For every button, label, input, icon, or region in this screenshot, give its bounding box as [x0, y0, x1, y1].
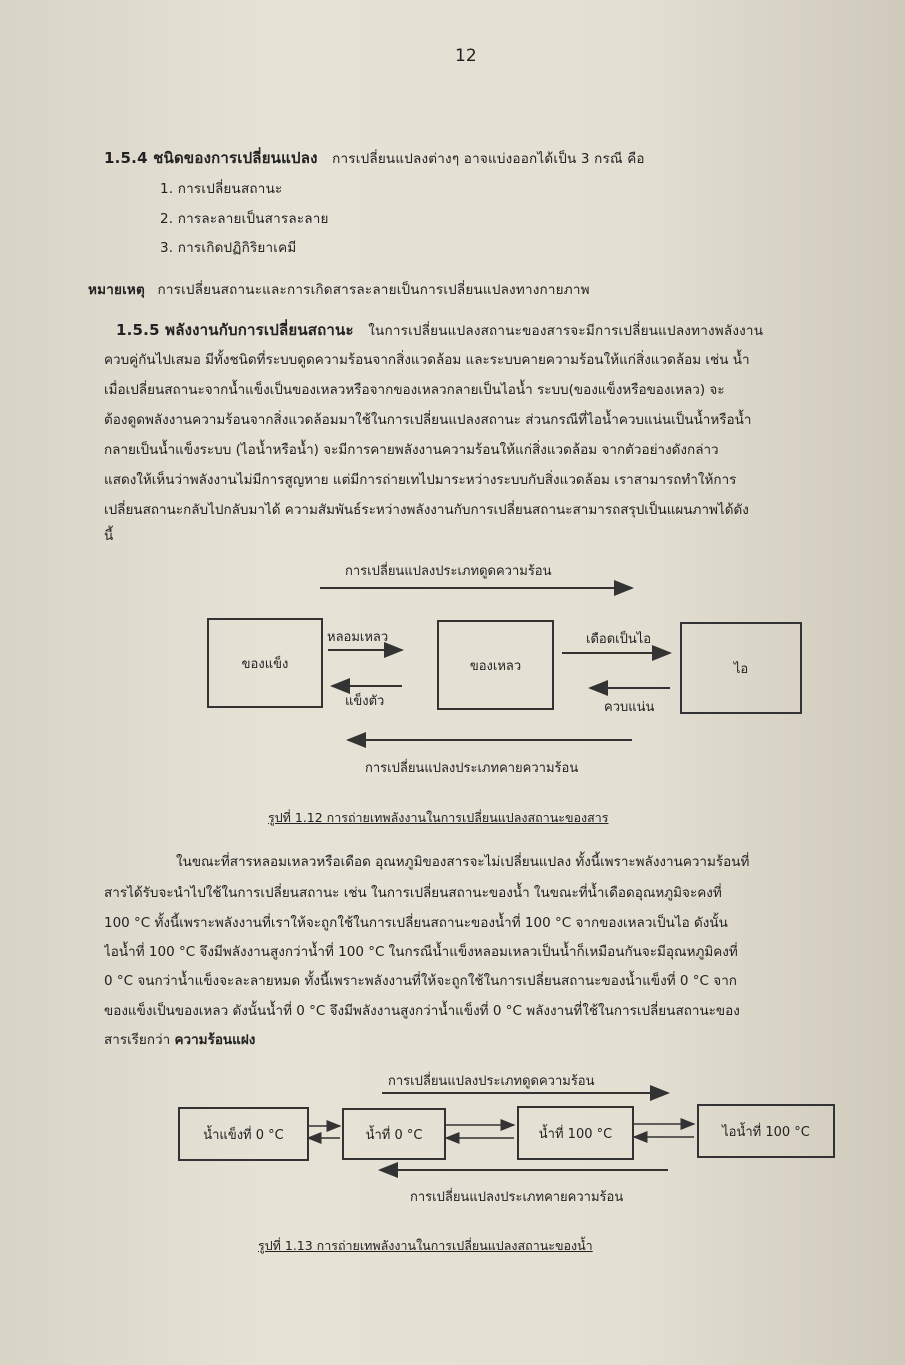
latent-heat-prefix: สารเรียกว่า [104, 1032, 171, 1048]
list-item: 3. การเกิดปฏิกิริยาเคมี [160, 240, 297, 256]
steam-label: ไอน้ำที่ 100 °C [722, 1124, 810, 1140]
condense-label: ควบแน่น [604, 700, 655, 715]
figure-113-bottom-label: การเปลี่ยนแปลงประเภทคายความร้อน [410, 1190, 624, 1205]
paragraph-last-line [104, 1028, 900, 1050]
water-100-box [517, 1106, 634, 1160]
freeze-label: แข็งตัว [345, 694, 385, 709]
latent-heat-term: ความร้อนแฝง [174, 1032, 256, 1048]
section-154-intro: การเปลี่ยนแปลงต่างๆ อาจแบ่งออกได้เป็น 3 กรณี คือ [332, 151, 645, 167]
solid-label: ของแข็ง [241, 656, 289, 672]
paragraph-line: เมื่อเปลี่ยนสถานะจากน้ำแข็งเป็นของเหลวหรือจากของเหลวกลายเป็นไอน้ำ ระบบ(ของแข็งหรือของเหลว) จะ [104, 382, 725, 398]
paragraph-line: ไอน้ำที่ 100 °C จึงมีพลังงานสูงกว่าน้ำที่ 100 °C ในกรณีน้ำแข็งหลอมเหลวเป็นน้ำก็เหมือนกันจะมีอุณหภูมิคงที่ [104, 944, 738, 960]
liquid-box [437, 620, 554, 710]
steam-box [697, 1104, 835, 1158]
paragraph-line: ของแข็งเป็นของเหลว ดังนั้นน้ำที่ 0 °C จึงมีพลังงานสูงกว่าน้ำแข็งที่ 0 °C พลังงานที่ใช้ในการเปลี่ยนสถานะของ [104, 1003, 740, 1019]
water-0-label: น้ำที่ 0 °C [365, 1127, 423, 1143]
paragraph-line: ในขณะที่สารหลอมเหลวหรือเดือด อุณหภูมิของสารจะไม่เปลี่ยนแปลง ทั้งนี้เพราะพลังงานความร้อนที่ [176, 854, 750, 870]
section-155-text: ในการเปลี่ยนแปลงสถานะของสารจะมีการเปลี่ยนแปลงทางพลังงาน [368, 323, 764, 339]
solid-box [207, 618, 323, 708]
figure-112-bottom-label: การเปลี่ยนแปลงประเภทคายความร้อน [365, 761, 579, 776]
vapor-label: ไอ [733, 661, 749, 677]
list-item: 2. การละลายเป็นสารละลาย [160, 211, 329, 227]
note [88, 278, 590, 300]
figure-113-caption: รูปที่ 1.13 การถ่ายเทพลังงานในการเปลี่ยนแปลงสถานะของน้ำ [258, 1238, 593, 1253]
section-154-heading: 1.5.4 ชนิดของการเปลี่ยนแปลง [104, 149, 318, 167]
paragraph-line: 0 °C จนกว่าน้ำแข็งจะละลายหมด ทั้งนี้เพราะพลังงานที่ให้จะถูกใช้ในการเปลี่ยนสถานะของน้ำแข็งที่ 0 °C จาก [104, 973, 737, 989]
paragraph-line: นี้ [104, 528, 114, 544]
water-100-label: น้ำที่ 100 °C [538, 1126, 613, 1142]
section-155-first-line [116, 318, 763, 342]
paragraph-line: 100 °C ทั้งนี้เพราะพลังงานที่เราให้จะถูกใช้ในการเปลี่ยนสถานะของน้ำที่ 100 °C จากของเหลวเป็นไอ ดังนั้น [104, 915, 728, 931]
paragraph-line: กลายเป็นน้ำแข็งระบบ (ไอน้ำหรือน้ำ) จะมีการคายพลังงานความร้อนให้แก่สิ่งแวดล้อม จากตัวอย่างดังกล่าว [104, 442, 719, 458]
paragraph-line: ควบคู่กันไปเสมอ มีทั้งชนิดที่ระบบดูดความร้อนจากสิ่งแวดล้อม และระบบคายความร้อนให้แก่สิ่งแวดล้อม เช่น น้ำ [104, 352, 750, 368]
ice-box [178, 1107, 309, 1161]
melt-label: หลอมเหลว [327, 630, 389, 645]
note-label: หมายเหตุ [88, 282, 145, 298]
paragraph-line: เปลี่ยนสถานะกลับไปกลับมาได้ ความสัมพันธ์ระหว่างพลังงานกับการเปลี่ยนสถานะสามารถสรุปเป็นแผนภาพได้ดัง [104, 502, 749, 518]
liquid-label: ของเหลว [469, 658, 522, 674]
vapor-box [680, 622, 802, 714]
page-number: 12 [455, 46, 477, 66]
figure-112-caption: รูปที่ 1.12 การถ่ายเทพลังงานในการเปลี่ยนแปลงสถานะของสาร [268, 810, 609, 825]
section-154-line [104, 146, 645, 170]
figure-113-top-label: การเปลี่ยนแปลงประเภทดูดความร้อน [388, 1074, 595, 1089]
list-item: 1. การเปลี่ยนสถานะ [160, 181, 283, 197]
section-155-heading: 1.5.5 พลังงานกับการเปลี่ยนสถานะ [116, 321, 354, 339]
paragraph-line: สารได้รับจะนำไปใช้ในการเปลี่ยนสถานะ เช่น ในการเปลี่ยนสถานะของน้ำ ในขณะที่น้ำเดือดอุณหภูมิจะคงที่ [104, 885, 722, 901]
ice-label: น้ำแข็งที่ 0 °C [203, 1127, 284, 1143]
paragraph-line: ต้องดูดพลังงานความร้อนจากสิ่งแวดล้อมมาใช้ในการเปลี่ยนแปลงสถานะ ส่วนกรณีที่ไอน้ำควบแน่นเป็นน้ำหรือน้ำ [104, 412, 752, 428]
boil-label: เดือดเป็นไอ [586, 632, 652, 647]
paragraph-line: แสดงให้เห็นว่าพลังงานไม่มีการสูญหาย แต่มีการถ่ายเทไปมาระหว่างระบบกับสิ่งแวดล้อม เราสามารถทำให้การ [104, 472, 737, 488]
figure-112-top-label: การเปลี่ยนแปลงประเภทดูดความร้อน [345, 564, 552, 579]
note-text: การเปลี่ยนสถานะและการเกิดสารละลายเป็นการเปลี่ยนแปลงทางกายภาพ [157, 282, 590, 298]
water-0-box [342, 1108, 446, 1160]
